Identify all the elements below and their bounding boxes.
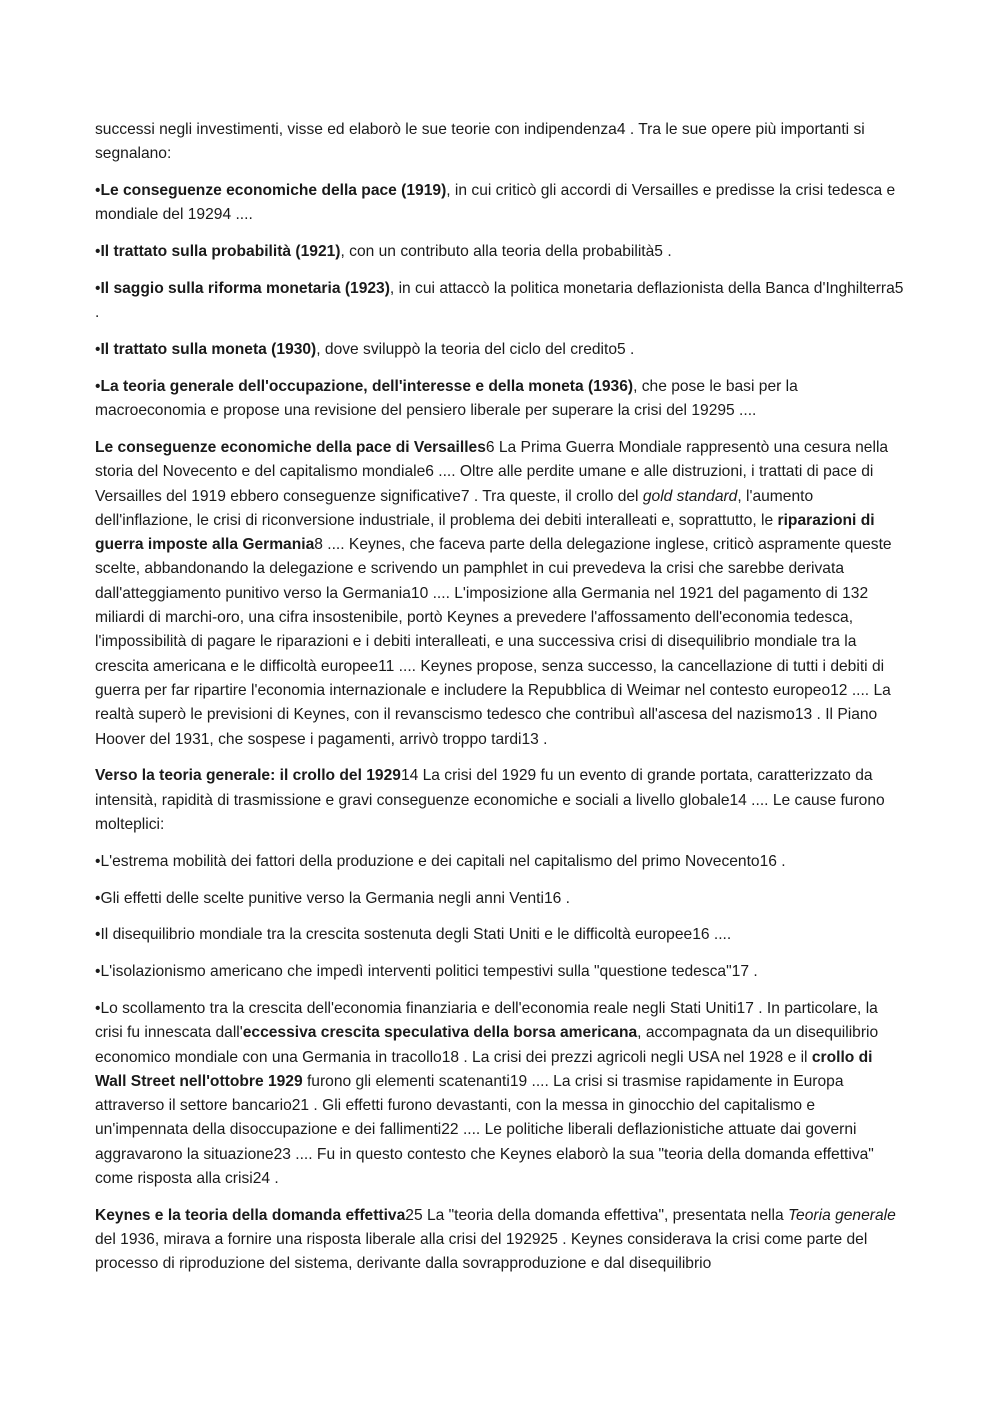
paragraph-intro [95,118,908,167]
list-item-cause-decoupling [95,997,908,1191]
text-run: , l'aumento dell'inflazione, le crisi di riconversione industriale, il problema dei debiti interalleati e, soprattutto, le [95,487,814,529]
bold-phrase: riparazioni di guerra imposte alla Germania [95,511,875,554]
text-run: furono gli elementi scatenanti19 .... La crisi si trasmise rapidamente in Europa attraverso il settore bancario21 . Gli effetti furono devastanti, con la messa in ginocchio del capitalismo e un'impennata della disoccupazione e dei fallimenti22 .... Le politiche liberali deflazionistiche attuate dai governi aggravarono la situazione23 .... Fu in questo contesto che Keynes elaborò la sua "teoria della domanda effettiva" come risposta alla crisi24 . [95,1072,874,1187]
text-run: •Lo scollamento tra la crescita dell'economia finanziaria e dell'economia reale negli Stati Uniti17 . In particolare, la crisi fu innescata dall' [95,999,878,1042]
list-item-probability [95,240,908,264]
section-effective-demand [95,1204,908,1277]
list-item-treatise-money [95,338,908,362]
bullet: • [95,279,101,297]
italic-term: Teoria generale [787,1206,896,1224]
work-title: Il trattato sulla moneta (1930) [100,341,317,359]
list-item-cause-disequilibrium [95,923,908,947]
text-run: , in cui attaccò la politica monetaria deflazionista della Banca d'Inghilterra5 . [95,279,904,322]
bullet: • [95,182,101,200]
section-versailles [95,436,908,752]
work-title: Le conseguenze economiche della pace (1919) [100,182,447,200]
section-crash-1929 [95,764,908,837]
text-run: del 1936, mirava a fornire una risposta liberale alla crisi del 192925 . Keynes considerava la crisi come parte del processo di riproduzione del sistema, derivante dalla sovrapproduzione e dal disequilibrio [95,1231,868,1273]
text-run: , con un contributo alla teoria della probabilità5 . [340,243,672,261]
list-item-cause-isolationism [95,960,908,984]
text-run: successi negli investimenti, visse ed elaborò le sue teorie con indipendenza4 . Tra le sue opere più importanti si segnalano: [95,121,865,163]
text-run: 8 .... Keynes, che faceva parte della delegazione inglese, criticò aspramente queste scelte, abbandonando la delegazione e scrivendo un pamphlet in cui prevedeva la crisi che sarebbe derivata dall'atteggiamento punitivo verso la Germania10 .... L'imposizione alla Germania nel 1921 del pagamento di 132 miliardi di marchi-oro, una cifra insostenibile, portò Keynes a prevedere l'affossamento dell'economia tedesca, l'impossibilità di pagare le riparazioni e i debiti interalleati, e una successiva crisi di disequilibrio mondiale tra la crescita americana e le difficoltà europee11 .... Keynes propose, senza successo, la cancellazione di tutti i debiti di guerra per far ripartire l'economia internazionale e includere la Repubblica di Weimar nel contesto europeo12 .... La realtà superò le previsioni di Keynes, con il revanscismo tedesco che contribuì all'ascesa del nazismo13 . Il Piano Hoover del 1931, che sospese i pagamenti, arrivò troppo tardi13 . [95,536,892,748]
list-item-cause-mobility [95,850,908,874]
work-title: La teoria generale dell'occupazione, dell'interesse e della moneta (1936) [100,377,634,395]
work-title: Il trattato sulla probabilità (1921) [100,243,341,261]
text-run: 14 La crisi del 1929 fu un evento di grande portata, caratterizzato da intensità, rapidità di trasmissione e gravi conseguenze economiche e sociali a livello globale14 .... Le cause furono molteplici: [95,767,885,833]
list-item-general-theory [95,375,908,424]
section-heading: Keynes e la teoria della domanda effettiva [95,1206,406,1224]
section-heading: Verso la teoria generale: il crollo del 1929 [95,767,401,785]
text-run: •Il disequilibrio mondiale tra la crescita sostenuta degli Stati Uniti e le difficoltà europee16 .... [95,926,732,944]
list-item-consequences [95,179,908,228]
text-run: •L'estrema mobilità dei fattori della produzione e dei capitali nel capitalismo del primo Novecento16 . [95,852,786,870]
bold-phrase: crollo di Wall Street nell'ottobre 1929 [95,1048,873,1090]
bold-phrase: eccessiva crescita speculativa della borsa americana [242,1024,638,1042]
section-heading: Le conseguenze economiche della pace di Versailles [95,438,486,456]
work-title: Il saggio sulla riforma monetaria (1923) [100,279,390,297]
text-run: , dove sviluppò la teoria del ciclo del credito5 . [316,341,635,359]
text-run: , che pose le basi per la macroeconomia e propose una revisione del pensiero liberale per superare la crisi del 19295 .... [95,377,798,420]
italic-term: gold standard [642,487,738,505]
text-run: •Gli effetti delle scelte punitive verso la Germania negli anni Venti16 . [95,889,570,907]
text-run: 6 La Prima Guerra Mondiale rappresentò una cesura nella storia del Novecento e del capitalismo mondiale6 .... Oltre alle perdite umane e alle distruzioni, i trattati di pace di Versailles del 1919 ebbero conseguenze significative7 . Tra queste, il crollo del [95,438,889,505]
list-item-cause-punitive [95,887,908,911]
bullet: • [95,377,101,395]
text-run: 25 La "teoria della domanda effettiva", presentata nella [405,1206,788,1224]
text-run: •L'isolazionismo americano che impedì interventi politici tempestivi sulla "questione tedesca"17 . [95,963,758,981]
bullet: • [95,243,101,261]
text-run: , in cui criticò gli accordi di Versailles e predisse la crisi tedesca e mondiale del 19294 .... [95,182,896,224]
text-run: , accompagnata da un disequilibrio economico mondiale con una Germania in tracollo18 . La crisi dei prezzi agricoli negli USA nel 1928 e il [95,1024,879,1066]
list-item-monetary-reform [95,277,908,326]
bullet: • [95,341,101,359]
